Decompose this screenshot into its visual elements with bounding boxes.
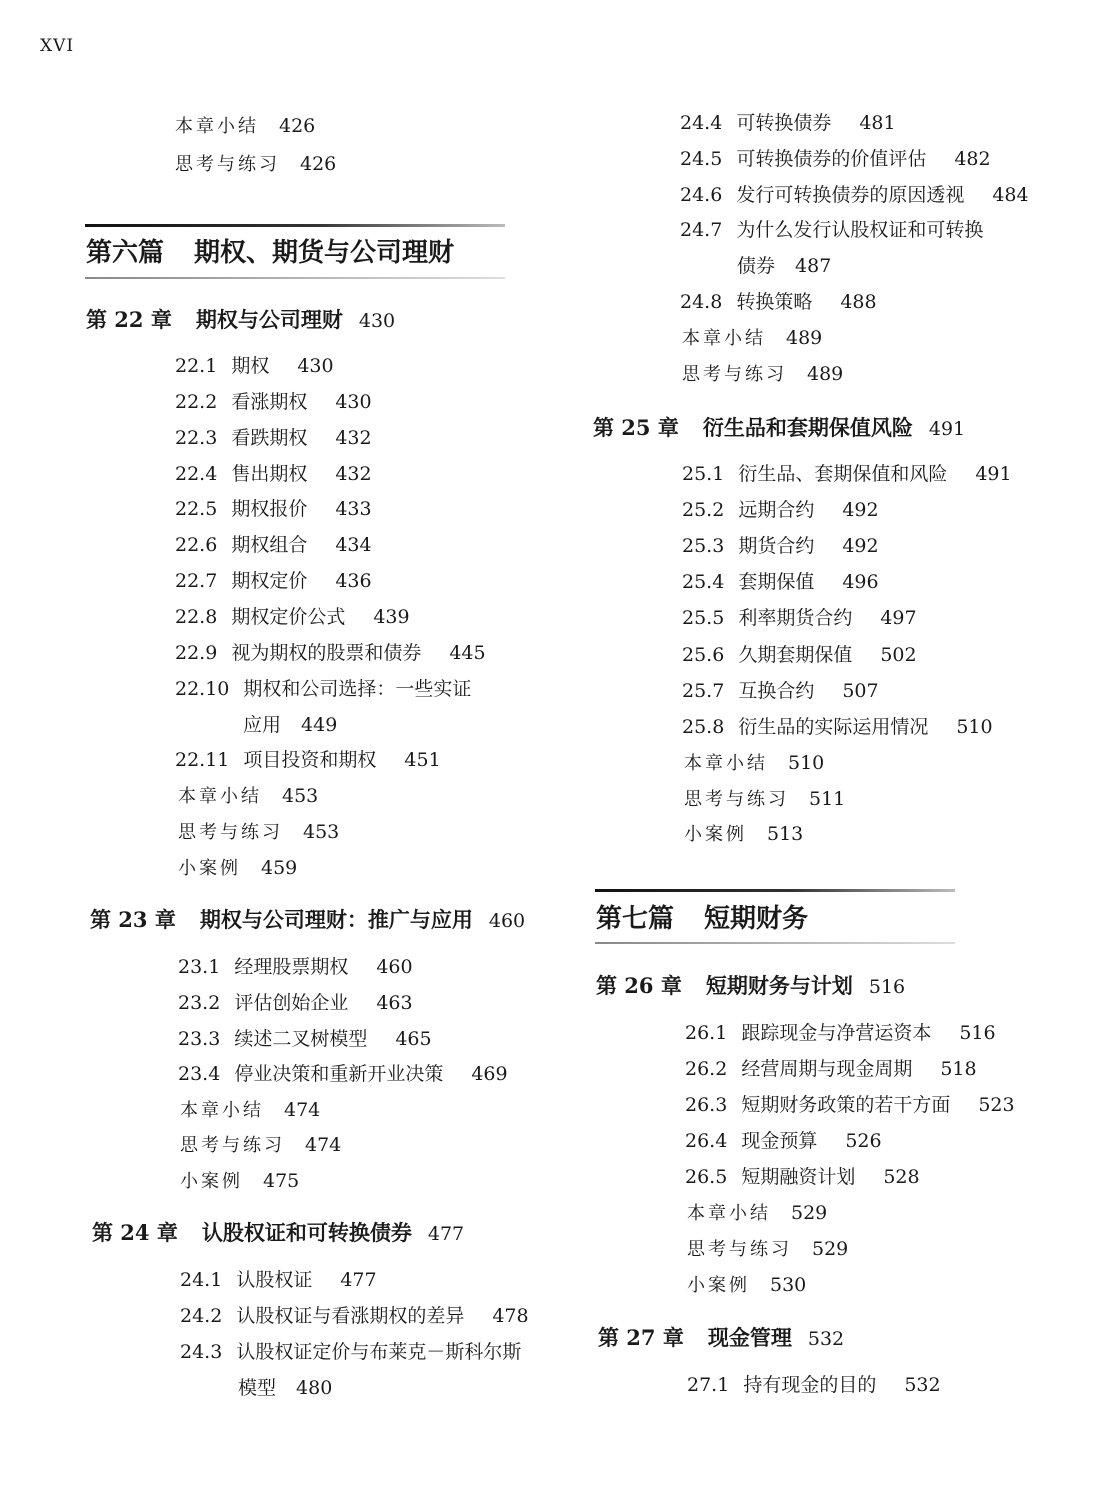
toc-section[interactable]: 22.9 视为期权的股票和债券 445 (175, 642, 486, 664)
toc-section[interactable]: 22.5 期权报价 433 (175, 498, 372, 520)
chapter-heading[interactable]: 第 23 章 期权与公司理财：推广与应用 460 (90, 907, 526, 932)
toc-section[interactable]: 25.8 衍生品的实际运用情况 510 (682, 716, 993, 738)
toc-entry[interactable]: 思考与练习 474 (180, 1134, 342, 1156)
toc-section[interactable]: 23.4 停业决策和重新开业决策 469 (178, 1063, 508, 1085)
toc-section[interactable]: 25.1 衍生品、套期保值和风险 491 (682, 463, 1012, 485)
toc-section[interactable]: 24.7 为什么发行认股权证和可转换 (680, 219, 984, 241)
page-number: XVI (40, 36, 75, 56)
toc-section[interactable]: 26.2 经营周期与现金周期 518 (685, 1058, 977, 1080)
toc-entry[interactable]: 本章小结 453 (178, 785, 319, 807)
chapter-heading[interactable]: 第 27 章 现金管理 532 (598, 1325, 845, 1350)
part-heading[interactable]: 第六篇 期权、期货与公司理财 (86, 238, 455, 268)
toc-section[interactable]: 24.8 转换策略 488 (680, 291, 877, 313)
toc-entry[interactable]: 小案例 475 (180, 1170, 300, 1192)
chapter-heading[interactable]: 第 24 章 认股权证和可转换债券 477 (92, 1220, 465, 1245)
toc-section[interactable]: 23.1 经理股票期权 460 (178, 956, 413, 978)
toc-entry[interactable]: 思考与练习 529 (687, 1238, 849, 1260)
toc-entry[interactable]: 本章小结 510 (684, 752, 825, 774)
toc-section[interactable]: 24.4 可转换债券 481 (680, 112, 896, 134)
toc-entry[interactable]: 小案例 459 (178, 857, 298, 879)
toc-entry[interactable]: 思考与练习 426 (175, 153, 337, 175)
toc-section[interactable]: 22.6 期权组合 434 (175, 534, 372, 556)
toc-section[interactable]: 27.1 持有现金的目的 532 (687, 1374, 941, 1396)
toc-section[interactable]: 24.5 可转换债券的价值评估 482 (680, 148, 991, 170)
toc-section[interactable]: 23.3 续述二叉树模型 465 (178, 1028, 432, 1050)
toc-section[interactable]: 25.4 套期保值 496 (682, 571, 879, 593)
chapter-heading[interactable]: 第 22 章 期权与公司理财 430 (86, 307, 396, 332)
toc-section[interactable]: 22.11 项目投资和期权 451 (175, 749, 441, 771)
toc-section[interactable]: 26.1 跟踪现金与净营运资本 516 (685, 1022, 996, 1044)
toc-section[interactable]: 22.7 期权定价 436 (175, 570, 372, 592)
part-rule-top (595, 889, 955, 892)
toc-section[interactable]: 22.1 期权 430 (175, 355, 334, 377)
toc-section[interactable]: 24.1 认股权证 477 (180, 1269, 377, 1291)
toc-section[interactable]: 22.10 期权和公司选择：一些实证 (175, 678, 472, 700)
toc-section[interactable]: 24.6 发行可转换债券的原因透视 484 (680, 184, 1029, 206)
part-rule-bottom (595, 942, 955, 944)
toc-section[interactable]: 25.2 远期合约 492 (682, 499, 879, 521)
toc-entry[interactable]: 本章小结 426 (175, 115, 316, 137)
part-heading[interactable]: 第七篇 短期财务 (596, 904, 809, 934)
toc-entry[interactable]: 本章小结 489 (682, 327, 823, 349)
toc-section[interactable]: 22.4 售出期权 432 (175, 463, 372, 485)
toc-section[interactable]: 22.2 看涨期权 430 (175, 391, 372, 413)
toc-section[interactable]: 26.4 现金预算 526 (685, 1130, 882, 1152)
toc-section[interactable]: 25.5 利率期货合约 497 (682, 607, 917, 629)
toc-entry[interactable]: 本章小结 474 (180, 1099, 321, 1121)
part-rule-bottom (85, 277, 505, 279)
toc-section[interactable]: 26.3 短期财务政策的若干方面 523 (685, 1094, 1015, 1116)
toc-entry[interactable]: 思考与练习 453 (178, 821, 340, 843)
toc-section[interactable]: 25.6 久期套期保值 502 (682, 644, 917, 666)
toc-section[interactable]: 22.3 看跌期权 432 (175, 427, 372, 449)
toc-section[interactable]: 23.2 评估创始企业 463 (178, 992, 413, 1014)
chapter-heading[interactable]: 第 25 章 衍生品和套期保值风险 491 (593, 415, 966, 440)
toc-section-continued[interactable]: 债券 487 (737, 255, 832, 277)
toc-section[interactable]: 24.2 认股权证与看涨期权的差异 478 (180, 1305, 529, 1327)
toc-section[interactable]: 25.7 互换合约 507 (682, 680, 879, 702)
toc-entry[interactable]: 小案例 513 (684, 823, 804, 845)
toc-section-continued[interactable]: 应用 449 (243, 714, 338, 736)
chapter-heading[interactable]: 第 26 章 短期财务与计划 516 (596, 973, 906, 998)
toc-entry[interactable]: 思考与练习 511 (684, 788, 846, 810)
toc-entry[interactable]: 本章小结 529 (687, 1202, 828, 1224)
toc-section[interactable]: 25.3 期货合约 492 (682, 535, 879, 557)
toc-entry[interactable]: 思考与练习 489 (682, 363, 844, 385)
toc-section[interactable]: 26.5 短期融资计划 528 (685, 1166, 920, 1188)
part-rule-top (85, 224, 505, 227)
toc-section-continued[interactable]: 模型 480 (238, 1377, 333, 1399)
toc-section[interactable]: 24.3 认股权证定价与布莱克－斯科尔斯 (180, 1341, 522, 1363)
toc-section[interactable]: 22.8 期权定价公式 439 (175, 606, 410, 628)
toc-entry[interactable]: 小案例 530 (687, 1274, 807, 1296)
